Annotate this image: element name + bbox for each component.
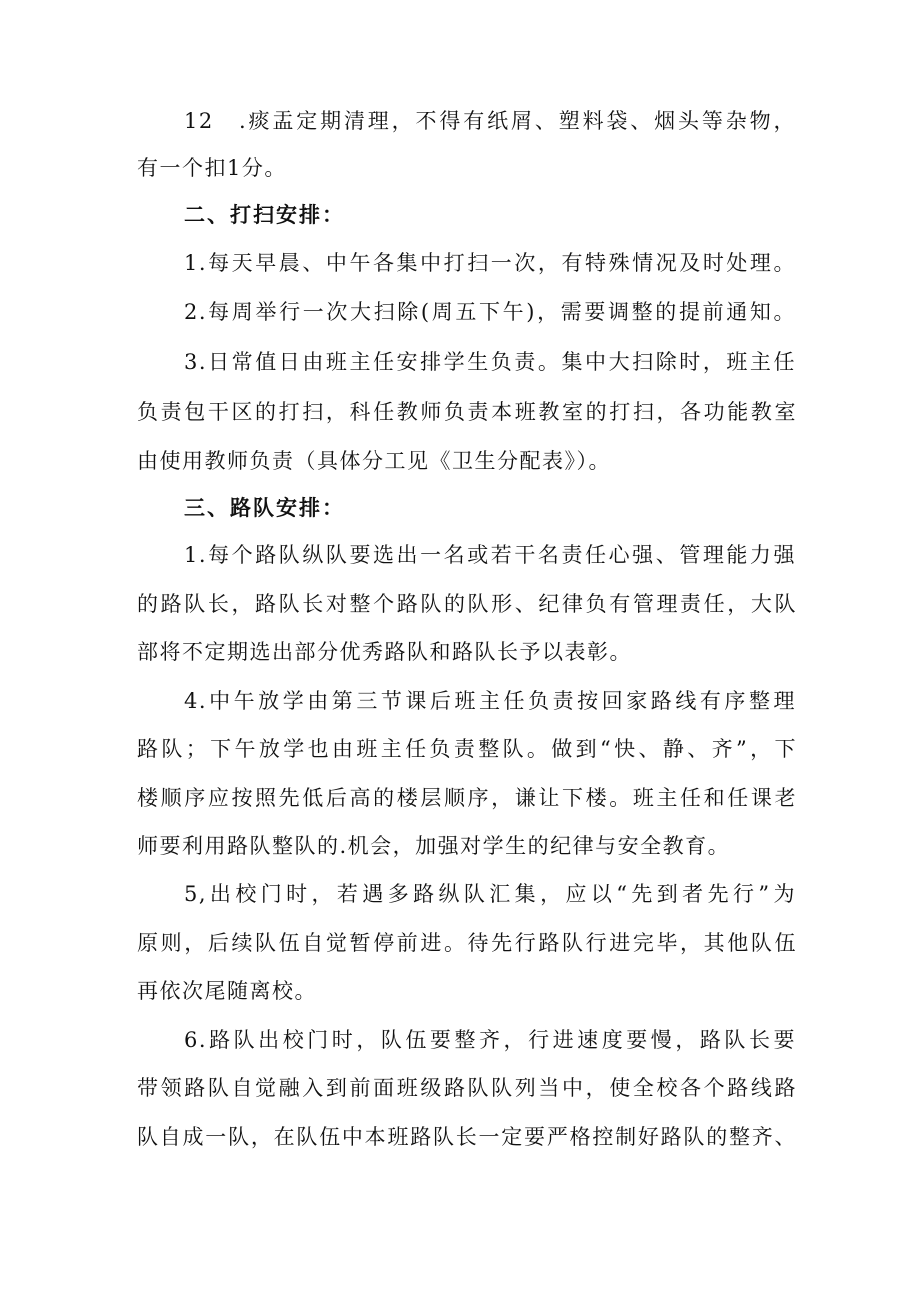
paragraph-line: 有一个扣1分。 — [137, 156, 287, 180]
paragraph-line: 3.日常值日由班主任安排学生负责。集中大扫除时，班主任 — [184, 350, 796, 374]
paragraph-line: 的路队长，路队长对整个路队的队形、纪律负有管理责任，大队 — [137, 592, 797, 616]
paragraph-line: 楼顺序应按照先低后高的楼层顺序，谦让下楼。班主任和任课老 — [137, 786, 797, 810]
paragraph-line: 4.中午放学由第三节课后班主任负责按回家路线有序整理 — [184, 689, 796, 713]
paragraph-line: 12 .痰盂定期清理，不得有纸屑、塑料袋、烟头等杂物， — [184, 109, 796, 133]
paragraph-line: 由使用教师负责（具体分工见《卫生分配表》）。 — [137, 449, 611, 473]
paragraph-line: 再依次尾随离校。 — [137, 979, 317, 1003]
paragraph-line: 1.每天早晨、中午各集中打扫一次，有特殊情况及时处理。 — [184, 251, 796, 275]
paragraph-line: 原则，后续队伍自觉暂停前进。待先行路队行进完毕，其他队伍 — [137, 931, 797, 955]
paragraph-line: 师要利用路队整队的.机会，加强对学生的纪律与安全教育。 — [137, 834, 731, 858]
paragraph-line: 部将不定期选出部分优秀路队和路队长予以表彰。 — [137, 640, 632, 664]
paragraph-line: 带领路队自觉融入到前面班级路队队列当中，使全校各个路线路 — [137, 1076, 797, 1100]
section-heading: 三、路队安排： — [184, 496, 345, 520]
paragraph-line: 负责包干区的打扫，科任教师负责本班教室的打扫，各功能教室 — [137, 400, 797, 424]
paragraph-line: 2.每周举行一次大扫除(周五下午)，需要调整的提前通知。 — [184, 300, 796, 324]
paragraph-line: 队自成一队，在队伍中本班路队长一定要严格控制好路队的整齐、 — [137, 1125, 797, 1149]
section-heading: 二、打扫安排： — [184, 203, 345, 227]
paragraph-line: 1.每个路队纵队要选出一名或若干名责任心强、管理能力强 — [184, 543, 796, 567]
paragraph-line: 路队；下午放学也由班主任负责整队。做到“快、静、齐”，下 — [137, 737, 797, 761]
paragraph-line: 6.路队出校门时，队伍要整齐，行进速度要慢，路队长要 — [184, 1028, 796, 1052]
paragraph-line: 5,出校门时，若遇多路纵队汇集，应以“先到者先行”为 — [184, 882, 796, 906]
